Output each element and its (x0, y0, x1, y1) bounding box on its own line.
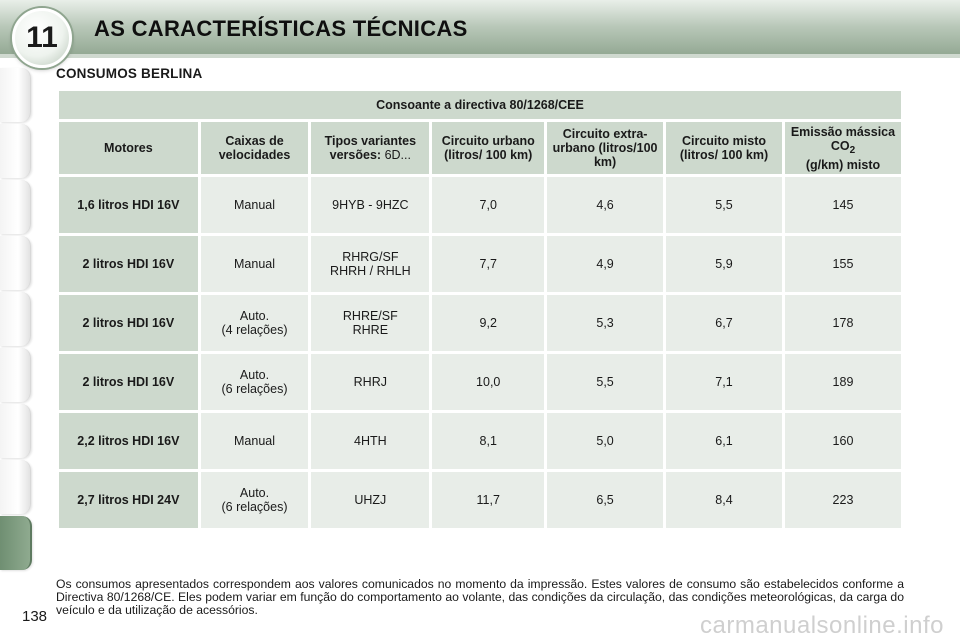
cell-tipo-line1: RHRJ (353, 375, 387, 389)
cell-tipo-line1: 4HTH (354, 434, 387, 448)
cell-caixa-line2: (6 relações) (221, 382, 288, 396)
col-header-caixas: Caixas de velocidades (201, 122, 309, 174)
cell-extra-urbano: 6,5 (547, 472, 663, 528)
table-row (59, 236, 901, 292)
cell-extra-urbano: 4,9 (547, 236, 663, 292)
cell-tipo-line2: RHRH / RHLH (330, 264, 411, 278)
cell-caixa-line1: Auto. (239, 368, 270, 382)
cell-caixa-line1: Auto. (239, 486, 270, 500)
cell-motor: 1,6 litros HDI 16V (59, 177, 198, 233)
consumption-table (56, 88, 904, 531)
cell-tipo (311, 472, 429, 528)
cell-tipo-line1: RHRG/SF (342, 250, 399, 264)
cell-caixa (201, 236, 309, 292)
chapter-tab[interactable] (0, 460, 31, 514)
footnote-paragraph: Os consumos apresentados correspondem aos valores comunicados no momento da impressão. Estes valores de consumo são estabelecidos conforme a Directiva 80/1268/CE. Eles podem variar em função do comportamento ao volante, das condições da circulação, das condições meteorológicas, da carga do veículo e da utilização de acessórios. (56, 577, 904, 617)
cell-co2: 155 (785, 236, 901, 292)
cell-tipo-line2: RHRE (352, 323, 389, 337)
cell-misto: 7,1 (666, 354, 782, 410)
cell-urbano: 9,2 (432, 295, 544, 351)
col-header-emissao (785, 122, 901, 174)
chapter-number-badge: 11 (12, 8, 72, 68)
table-row (59, 472, 901, 528)
col-header-tipos (311, 122, 429, 174)
cell-caixa (201, 295, 309, 351)
cell-caixa (201, 354, 309, 410)
cell-extra-urbano: 5,5 (547, 354, 663, 410)
chapter-tab[interactable] (0, 180, 31, 234)
cell-tipo (311, 413, 429, 469)
chapter-tab[interactable] (0, 236, 31, 290)
cell-tipo (311, 177, 429, 233)
cell-co2: 189 (785, 354, 901, 410)
cell-tipo (311, 295, 429, 351)
cell-misto: 5,5 (666, 177, 782, 233)
cell-misto: 6,1 (666, 413, 782, 469)
cell-tipo-line1: 9HYB - 9HZC (332, 198, 409, 212)
chapter-title: AS CARACTERÍSTICAS TÉCNICAS (94, 16, 468, 41)
cell-extra-urbano: 5,3 (547, 295, 663, 351)
cell-caixa-line1: Manual (234, 198, 275, 212)
cell-co2: 178 (785, 295, 901, 351)
cell-tipo (311, 236, 429, 292)
col-header-misto: Circuito misto (litros/ 100 km) (666, 122, 782, 174)
page-number: 138 (22, 608, 48, 625)
col-header-urbano: Circuito urbano (litros/ 100 km) (432, 122, 544, 174)
cell-motor: 2,2 litros HDI 16V (59, 413, 198, 469)
chapter-tab-active[interactable] (0, 516, 32, 570)
cell-co2: 160 (785, 413, 901, 469)
chapter-tab[interactable] (0, 348, 31, 402)
chapter-tabs (0, 68, 34, 578)
cell-urbano: 7,0 (432, 177, 544, 233)
cell-urbano: 11,7 (432, 472, 544, 528)
chapter-tab[interactable] (0, 292, 31, 346)
table-row (59, 413, 901, 469)
cell-extra-urbano: 4,6 (547, 177, 663, 233)
co2-subscript: 2 (849, 144, 856, 156)
cell-extra-urbano: 5,0 (547, 413, 663, 469)
cell-caixa (201, 472, 309, 528)
cell-caixa-line1: Auto. (239, 309, 270, 323)
chapter-tab[interactable] (0, 124, 31, 178)
table-row (59, 295, 901, 351)
chapter-tab[interactable] (0, 404, 31, 458)
col-header-tipos-label: Tipos variantes versões: (324, 134, 417, 162)
col-header-emissao-label: Emissão mássica CO (790, 124, 896, 153)
cell-caixa (201, 177, 309, 233)
table-caption: Consoante a directiva 80/1268/CEE (59, 91, 901, 119)
cell-caixa-line1: Manual (234, 257, 275, 271)
col-header-emissao-unit: (g/km) misto (805, 157, 881, 172)
col-header-motores: Motores (59, 122, 198, 174)
col-header-tipos-code: 6D... (384, 148, 411, 162)
cell-tipo-line1: RHRE/SF (342, 309, 398, 323)
cell-caixa (201, 413, 309, 469)
cell-co2: 223 (785, 472, 901, 528)
cell-caixa-line2: (6 relações) (221, 500, 288, 514)
cell-misto: 8,4 (666, 472, 782, 528)
cell-co2: 145 (785, 177, 901, 233)
cell-misto: 6,7 (666, 295, 782, 351)
table-row (59, 354, 901, 410)
col-header-extra-urbano: Circuito extra-urbano (litros/100 km) (547, 122, 663, 174)
cell-motor: 2 litros HDI 16V (59, 236, 198, 292)
watermark: carmanualsonline.info (700, 612, 944, 639)
chapter-tab[interactable] (0, 68, 31, 122)
cell-urbano: 8,1 (432, 413, 544, 469)
cell-tipo-line1: UHZJ (354, 493, 387, 507)
cell-tipo (311, 354, 429, 410)
cell-motor: 2 litros HDI 16V (59, 295, 198, 351)
cell-caixa-line2: (4 relações) (221, 323, 288, 337)
cell-urbano: 10,0 (432, 354, 544, 410)
cell-caixa-line1: Manual (234, 434, 275, 448)
cell-motor: 2,7 litros HDI 24V (59, 472, 198, 528)
table-row (59, 177, 901, 233)
cell-urbano: 7,7 (432, 236, 544, 292)
section-title: CONSUMOS BERLINA (56, 66, 203, 81)
cell-misto: 5,9 (666, 236, 782, 292)
cell-motor: 2 litros HDI 16V (59, 354, 198, 410)
